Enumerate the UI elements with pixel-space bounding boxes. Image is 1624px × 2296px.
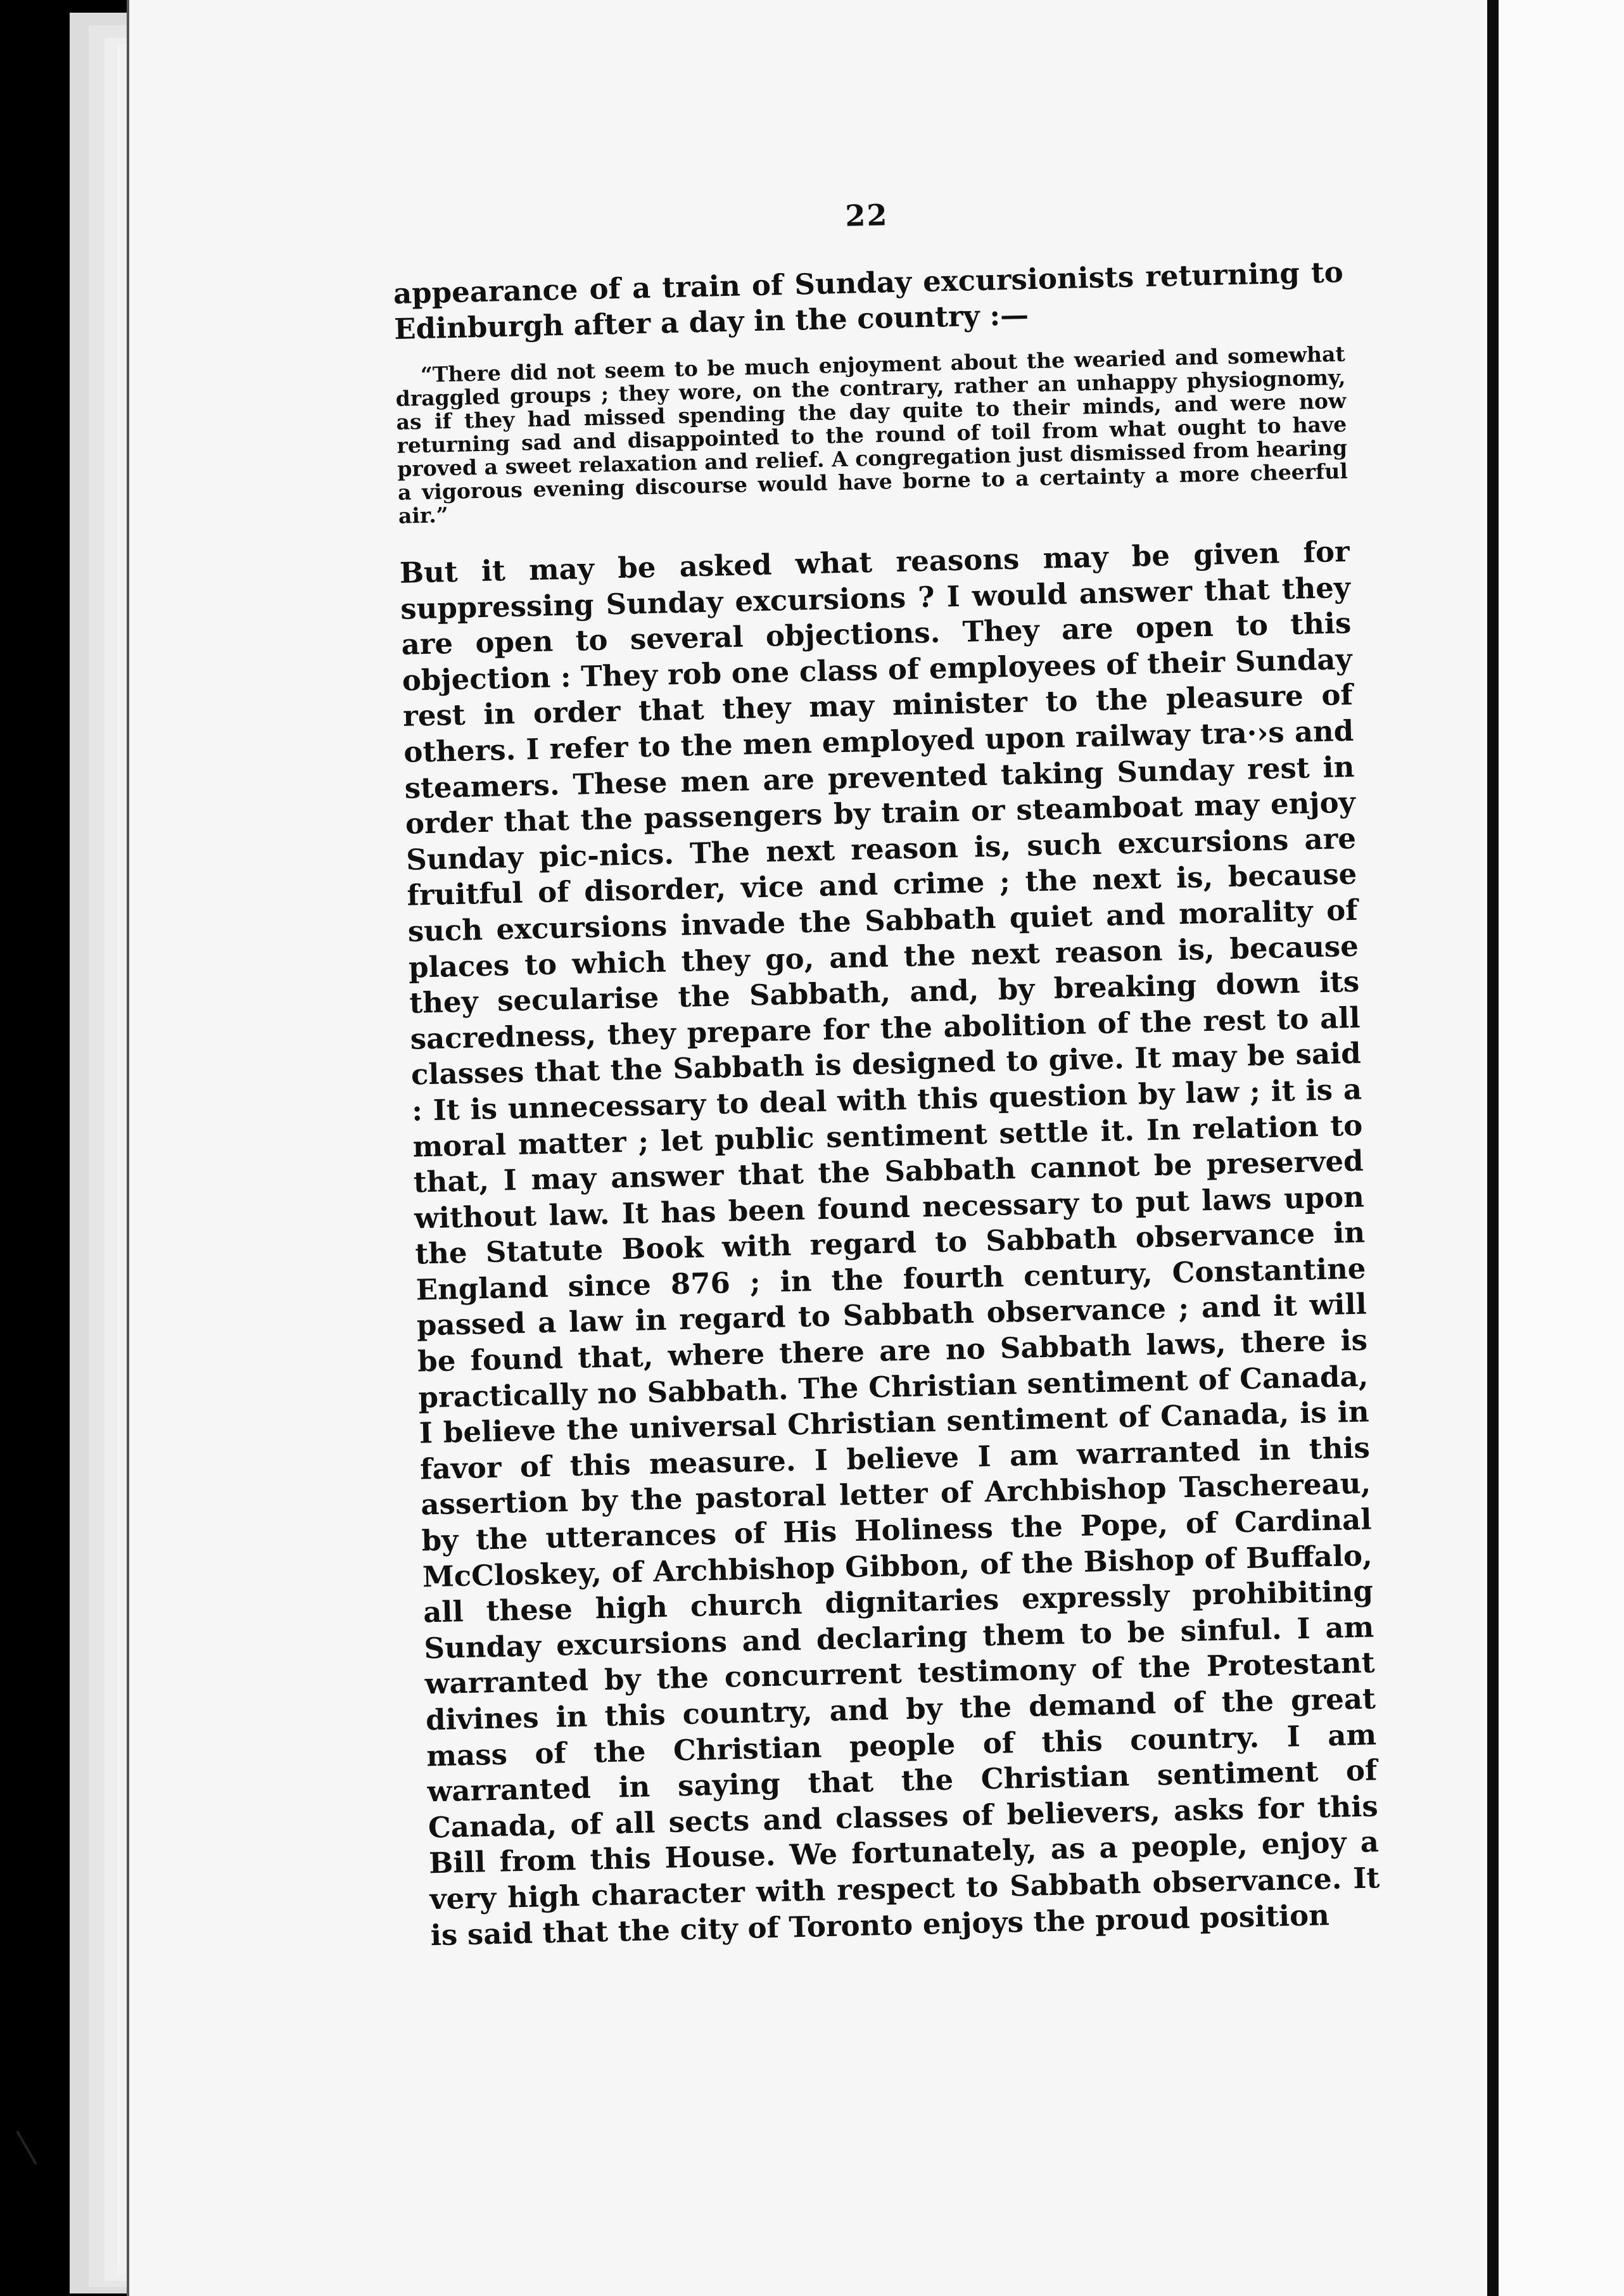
page-number: 22 (844, 198, 889, 233)
scan-mark (16, 2131, 37, 2165)
scan-margin (1499, 0, 1624, 2296)
page-text (391, 188, 1381, 1953)
page-gutter-shadow (1487, 0, 1499, 2296)
block-quote: “There did not seem to be much enjoyment about the wearied and somewhat draggled groups ; they wore, on the contrary, rather an unhappy physiognomy, as if they had missed spending the day quite to their minds, and were now returning sad and disappointed to the round of toil from what ought to have proved a sweet relaxation and relief. A congregation just dismissed from hearing a vigorous evening discourse would have borne to a certainty a more cheerful air.” (395, 341, 1348, 528)
body-paragraph: But it may be asked what reasons may be given for suppressing Sunday excursions ? I would answer that they are open to several objections. They are open to this objection : They rob one class of employees of their Sunday rest in order that they may minister to the pleasure of others. I refer to the men employed upon railway tra·›s and steamers. These men are prevented taking Sunday rest in order that the passengers by train or steamboat may enjoy Sunday pic-nics. The next reason is, such excursions are fruitful of disorder, vice and crime ; the next is, because such excursions invade the Sabbath quiet and morality of places to which they go, and the next reason is, because they secularise the Sabbath, and, by breaking down its sacredness, they prepare for the abolition of the rest to all classes that the Sabbath is designed to give. It may be said : It is unnecessary to deal with this question by law ; it is a moral matter ; let public sentiment settle it. In relation to that, I may answer that the Sabbath cannot be preserved without law. It has been found necessary to put laws upon the Statute Book with regard to Sabbath observance in England since 876 ; in the fourth century, Constantine passed a law in regard to Sabbath observance ; and it will be found that, where there are no Sabbath laws, there is practically no Sabbath. The Christian sentiment of Canada, I believe the universal Christian sentiment of Canada, is in favor of this measure. I believe I am warranted in this assertion by the pastoral letter of Archbishop Taschereau, by the utterances of His Holiness the Pope, of Cardinal McCloskey, of Archbishop Gibbon, of the Bishop of Buffalo, all these high church dignitaries expressly prohibiting Sunday excursions and declaring them to be sinful. I am warranted by the concurrent testimony of the Protestant divines in this country, and by the demand of the great mass of the Christian people of this country. I am warranted in saying that the Christian sentiment of Canada, of all sects and classes of believers, asks for this Bill from this House. We fortunately, as a people, enjoy a very high character with respect to Sabbath observance. It is said that the city of Toronto enjoys the proud position (399, 534, 1380, 1952)
intro-paragraph: appearance of a train of Sunday excursionists returning to Edinburgh after a day in the country :— (393, 255, 1344, 346)
